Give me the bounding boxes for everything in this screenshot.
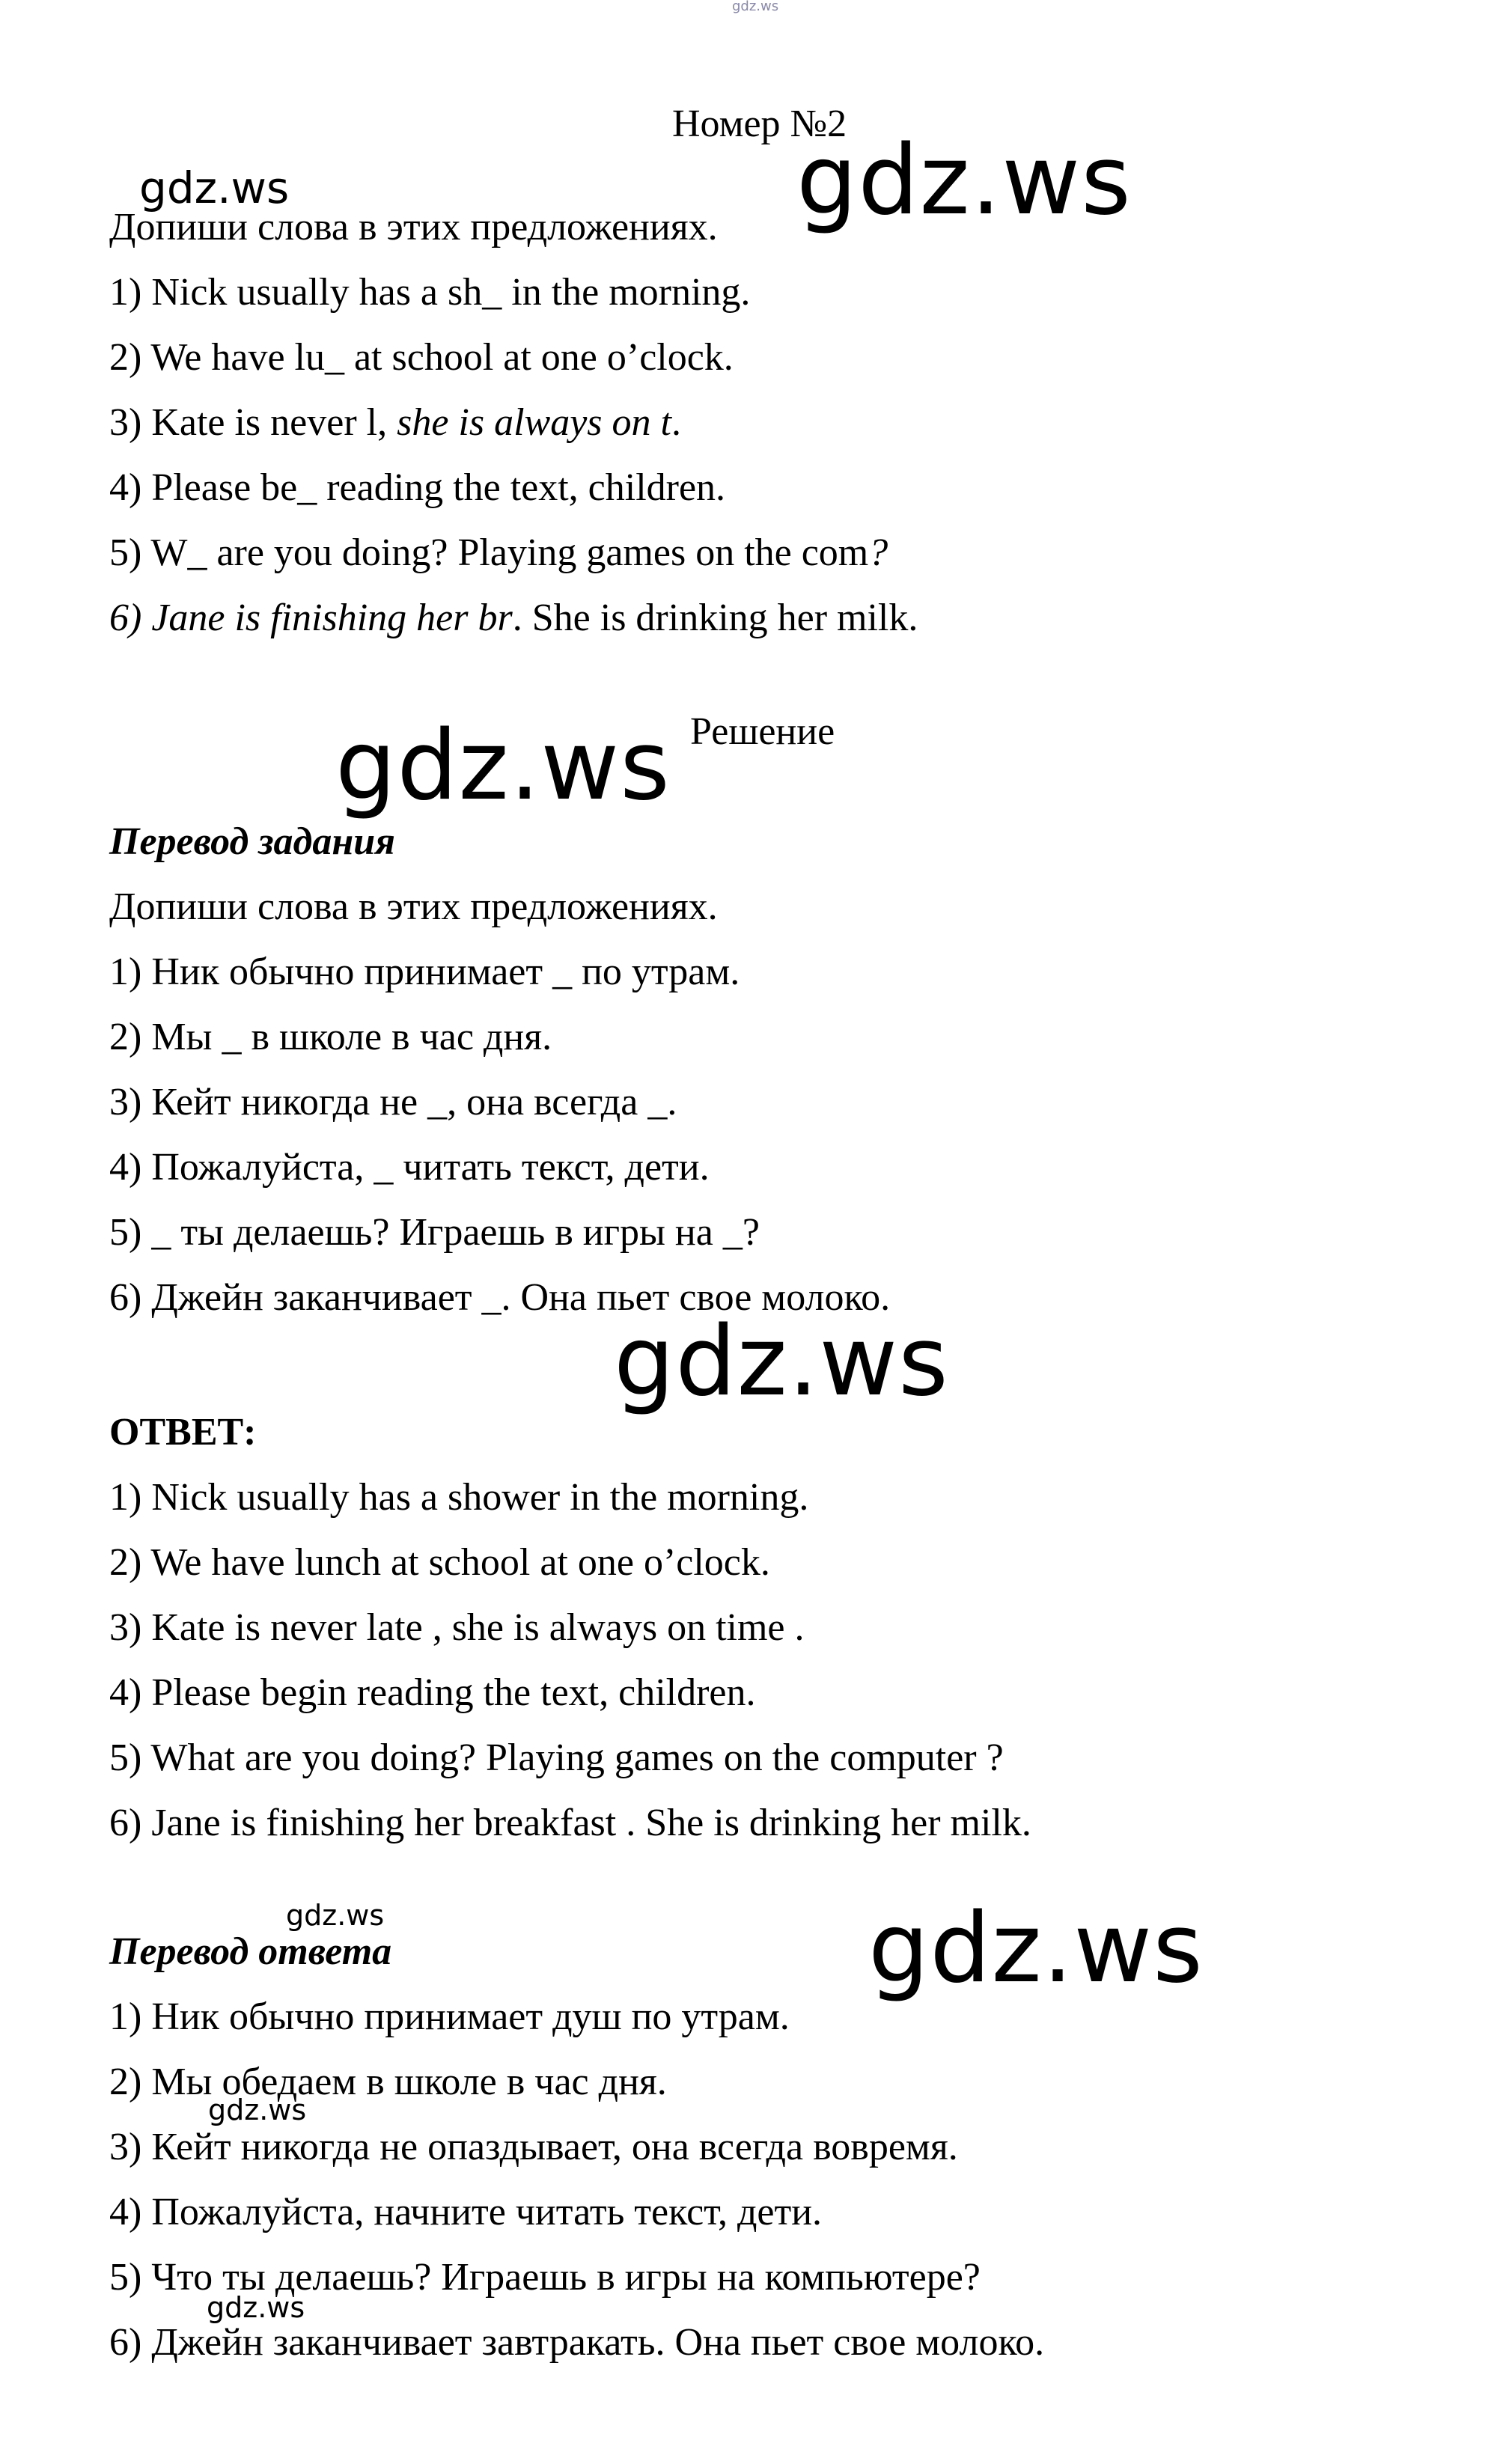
- answer-translation-item-2: 2) Мы обедаем в школе в час дня.: [109, 2061, 667, 2103]
- translation-instruction: Допиши слова в этих предложениях.: [109, 885, 718, 928]
- translation-item-2: 2) Мы _ в школе в час дня.: [109, 1016, 552, 1058]
- answer-translation-heading: Перевод ответа: [109, 1930, 392, 1973]
- watermark-small-lower: gdz.ws: [286, 1899, 385, 1932]
- watermark-large-middle-left: gdz.ws: [335, 710, 671, 822]
- task-item-4: 4) Please be_ reading the text, children.: [109, 466, 726, 509]
- watermark-large-top: gdz.ws: [796, 125, 1132, 237]
- answer-translation-item-6: 6) Джейн заканчивает завтракать. Она пьет свое молоко.: [109, 2321, 1045, 2364]
- watermark-small-upper-left: gdz.ws: [139, 162, 290, 213]
- task-item-5-normal: 5) W_ are you doing? Playing games on the com: [109, 531, 869, 574]
- watermark-small-bottom-a: gdz.ws: [208, 2094, 307, 2126]
- answer-translation-item-5: 5) Что ты делаешь? Играешь в игры на компьютере?: [109, 2256, 981, 2299]
- task-instruction: Допиши слова в этих предложениях.: [109, 206, 718, 248]
- task-item-5-italic: ?: [868, 531, 888, 574]
- translation-item-3: 3) Кейт никогда не _, она всегда _.: [109, 1081, 677, 1123]
- answer-item-2: 2) We have lunch at school at one o’clock.: [109, 1541, 770, 1584]
- task-item-3-italic: she is always on t: [397, 401, 671, 444]
- watermark-large-bottom: gdz.ws: [868, 1893, 1204, 2004]
- translation-item-4: 4) Пожалуйста, _ читать текст, дети.: [109, 1146, 710, 1189]
- solution-heading: Решение: [690, 710, 835, 753]
- task-item-3-end: .: [671, 401, 681, 444]
- answer-heading: ОТВЕТ:: [109, 1411, 257, 1454]
- answer-item-4: 4) Please begin reading the text, children.: [109, 1671, 756, 1714]
- page-title: Номер №2: [672, 103, 847, 145]
- answer-item-1: 1) Nick usually has a shower in the morning.: [109, 1476, 809, 1519]
- watermark-large-middle: gdz.ws: [614, 1306, 949, 1418]
- task-item-6-italic: 6) Jane is finishing her br: [109, 597, 513, 639]
- task-item-2: 2) We have lu_ at school at one o’clock.: [109, 336, 734, 379]
- watermark-small-bottom-b: gdz.ws: [207, 2291, 305, 2324]
- answer-translation-item-4: 4) Пожалуйста, начните читать текст, дети.: [109, 2191, 823, 2233]
- task-item-5: [109, 531, 888, 574]
- task-item-3-normal: 3) Kate is never l,: [109, 401, 397, 444]
- translation-item-5: 5) _ ты делаешь? Играешь в игры на _?: [109, 1211, 760, 1254]
- answer-translation-item-3: 3) Кейт никогда не опаздывает, она всегда вовремя.: [109, 2126, 958, 2168]
- task-item-1: 1) Nick usually has a sh_ in the morning.: [109, 271, 751, 314]
- watermark-top: gdz.ws: [732, 0, 779, 14]
- task-item-3: [109, 403, 681, 442]
- answer-item-5: 5) What are you doing? Playing games on the computer ?: [109, 1736, 1004, 1779]
- answer-translation-item-1: 1) Ник обычно принимает душ по утрам.: [109, 1995, 790, 2038]
- answer-item-6: 6) Jane is finishing her breakfast . She is drinking her milk.: [109, 1802, 1031, 1844]
- translation-item-6: 6) Джейн заканчивает _. Она пьет свое молоко.: [109, 1276, 891, 1319]
- translation-heading: Перевод задания: [109, 820, 395, 863]
- translation-item-1: 1) Ник обычно принимает _ по утрам.: [109, 951, 740, 993]
- answer-item-3: 3) Kate is never late , she is always on time .: [109, 1606, 805, 1649]
- task-item-6-normal: . She is drinking her milk.: [512, 597, 918, 639]
- task-item-6: [109, 599, 918, 638]
